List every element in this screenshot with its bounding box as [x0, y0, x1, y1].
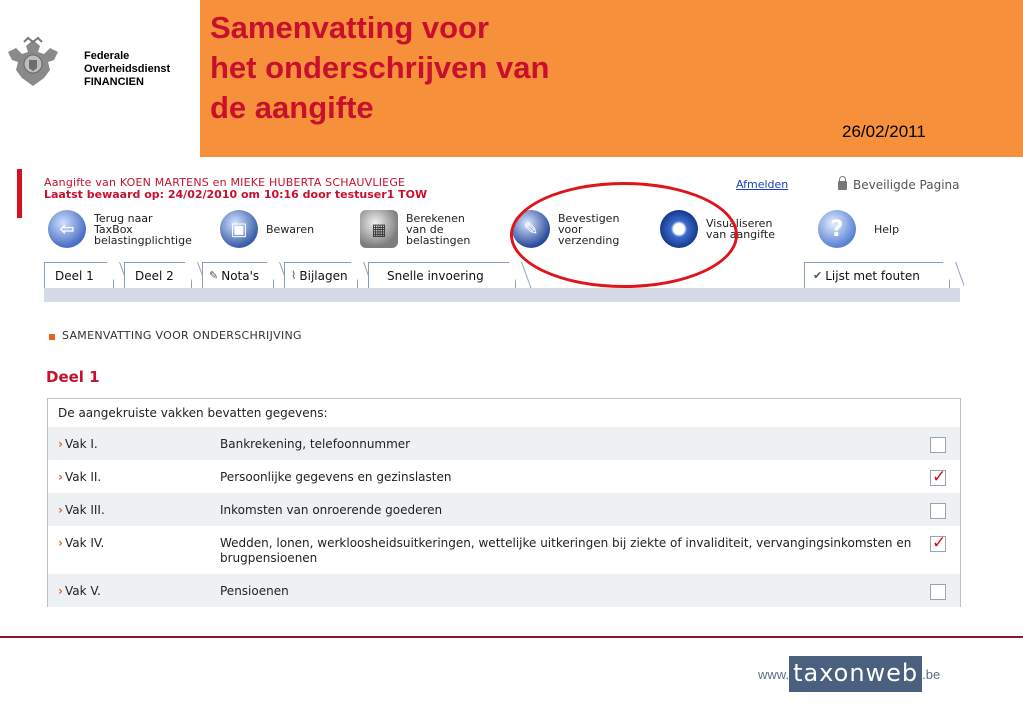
back-to-taxbox-button[interactable] [48, 210, 192, 248]
part-title: Deel 1 [46, 368, 100, 386]
tab-deel-1[interactable] [44, 262, 114, 288]
help-label-line: Help [874, 222, 900, 236]
tab-notas[interactable] [202, 262, 274, 288]
org-line: FINANCIEN [84, 76, 144, 88]
footer-divider [0, 636, 1023, 638]
confirm-label-line: Bevestigen [558, 211, 620, 225]
eye-icon [660, 210, 698, 248]
chevron-right-icon: › [58, 536, 63, 550]
vak-code: Vak V. [64, 584, 101, 598]
vak-code: Vak II. [64, 470, 102, 484]
brand-name: taxonweb [789, 656, 922, 692]
table-row [48, 493, 960, 526]
slide-title-line: Samenvatting voor [210, 10, 490, 45]
table-row [48, 460, 960, 493]
table-header: De aangekruiste vakken bevatten gegevens: [58, 406, 328, 420]
back-label-line: TaxBox [94, 222, 133, 236]
calculator-icon: ▦ [360, 210, 398, 248]
org-line: Federale [84, 50, 130, 62]
pen-icon: ✎ [512, 210, 550, 248]
visualize-label [706, 218, 775, 240]
secure-page-indicator [838, 178, 960, 192]
checked-checkbox[interactable] [930, 470, 946, 486]
tab-bijlagen[interactable] [284, 262, 358, 288]
logout-link[interactable]: Afmelden [736, 178, 789, 191]
chevron-right-icon: › [58, 437, 63, 451]
vak-description: Persoonlijke gegevens en gezinslasten [220, 470, 452, 484]
red-accent-bar [17, 169, 22, 218]
tab-label: Deel 1 [55, 268, 94, 283]
calculate-taxes-button[interactable] [360, 210, 470, 248]
tab-content-strip [44, 288, 960, 302]
visualize-declaration-button[interactable] [660, 210, 775, 248]
chevron-right-icon: › [58, 503, 63, 517]
tab-bar [44, 262, 960, 288]
table-row [48, 574, 960, 607]
vak-description: Inkomsten van onroerende goederen [220, 503, 443, 517]
logo-area [0, 0, 200, 157]
tab-deel-2[interactable] [124, 262, 192, 288]
chevron-right-icon: › [58, 470, 63, 484]
org-line: Overheidsdienst [84, 63, 171, 75]
secure-label: Beveiligde Pagina [853, 178, 960, 192]
section-title: SAMENVATTING VOOR ONDERSCHRIJVING [62, 329, 302, 342]
back-label [94, 213, 192, 246]
unchecked-checkbox[interactable] [930, 437, 946, 453]
vak-code: Vak IV. [64, 536, 105, 550]
tab-label: Lijst met fouten [825, 268, 920, 283]
vak-code: Vak III. [64, 503, 105, 517]
checked-checkbox[interactable] [930, 536, 946, 552]
taxonweb-logo [758, 652, 940, 692]
question-mark-icon: ? [818, 210, 856, 248]
help-button[interactable] [818, 210, 899, 248]
vak-code-cell[interactable] [58, 536, 220, 550]
table-row [48, 526, 960, 574]
lock-icon [838, 181, 847, 190]
taxonweb-app [44, 172, 964, 616]
visualize-label-line: Visualiseren [706, 217, 773, 230]
visualize-label-line: van aangifte [706, 228, 775, 241]
floppy-disk-icon: ▣ [220, 210, 258, 248]
belgian-crest-icon [4, 36, 62, 90]
brand-prefix: www. [758, 667, 790, 682]
vak-description: Wedden, lonen, werkloosheidsuitkeringen, wettelijke uitkeringen bij ziekte of invaliditeit, vervangingsinkomsten en brugpensioenen [220, 536, 912, 565]
back-label-line: Terug naar [94, 211, 153, 225]
save-label-line: Bewaren [266, 222, 315, 236]
vak-code-cell[interactable] [58, 584, 220, 598]
confirm-label-line: voor [558, 222, 583, 236]
calculate-label-line: van de [406, 222, 444, 236]
slide-title [210, 8, 549, 128]
calculate-label-line: Berekenen [406, 211, 465, 225]
tab-label: Nota's [221, 268, 260, 283]
section-bullet-icon [49, 334, 55, 340]
vak-code: Vak I. [64, 437, 98, 451]
help-label [874, 224, 899, 235]
back-arrow-icon: ⇦ [48, 210, 86, 248]
vak-code-cell[interactable] [58, 470, 220, 484]
vak-code-cell[interactable] [58, 503, 220, 517]
summary-table [47, 398, 961, 607]
paperclip-icon: ⌇ [291, 269, 297, 282]
slide-title-line: het onderschrijven van [210, 50, 550, 85]
tab-snelle-invoering[interactable] [368, 262, 516, 288]
back-label-line: belastingplichtige [94, 233, 192, 247]
tab-label: Deel 2 [135, 268, 174, 283]
confirm-for-sending-button[interactable] [512, 210, 619, 248]
calculate-label [406, 213, 470, 246]
vak-description: Bankrekening, telefoonnummer [220, 437, 411, 451]
tab-lijst-met-fouten[interactable] [804, 262, 950, 288]
vak-description: Pensioenen [220, 584, 289, 598]
table-body [48, 427, 960, 607]
chevron-right-icon: › [58, 584, 63, 598]
vak-code-cell[interactable] [58, 437, 220, 451]
tab-label: Snelle invoering [387, 268, 484, 283]
declaration-owner: Aangifte van KOEN MARTENS en MIEKE HUBERTA SCHAUVLIEGE [44, 176, 406, 189]
table-row [48, 427, 960, 460]
note-icon: ✎ [209, 269, 219, 282]
checkmark-icon: ✔ [813, 269, 823, 282]
title-band [200, 0, 1023, 157]
organization-name [84, 50, 170, 89]
tab-label: Bijlagen [299, 268, 348, 283]
save-button[interactable] [220, 210, 314, 248]
last-saved-info: Laatst bewaard op: 24/02/2010 om 10:16 door testuser1 TOW [44, 188, 428, 201]
confirm-label [558, 213, 619, 246]
brand-suffix: .be [922, 667, 941, 682]
unchecked-checkbox[interactable] [930, 503, 946, 519]
confirm-label-line: verzending [558, 233, 620, 247]
calculate-label-line: belastingen [406, 233, 471, 247]
slide-title-line: de aangifte [210, 90, 374, 125]
slide-date: 26/02/2011 [842, 122, 926, 141]
unchecked-checkbox[interactable] [930, 584, 946, 600]
save-label [266, 224, 314, 235]
